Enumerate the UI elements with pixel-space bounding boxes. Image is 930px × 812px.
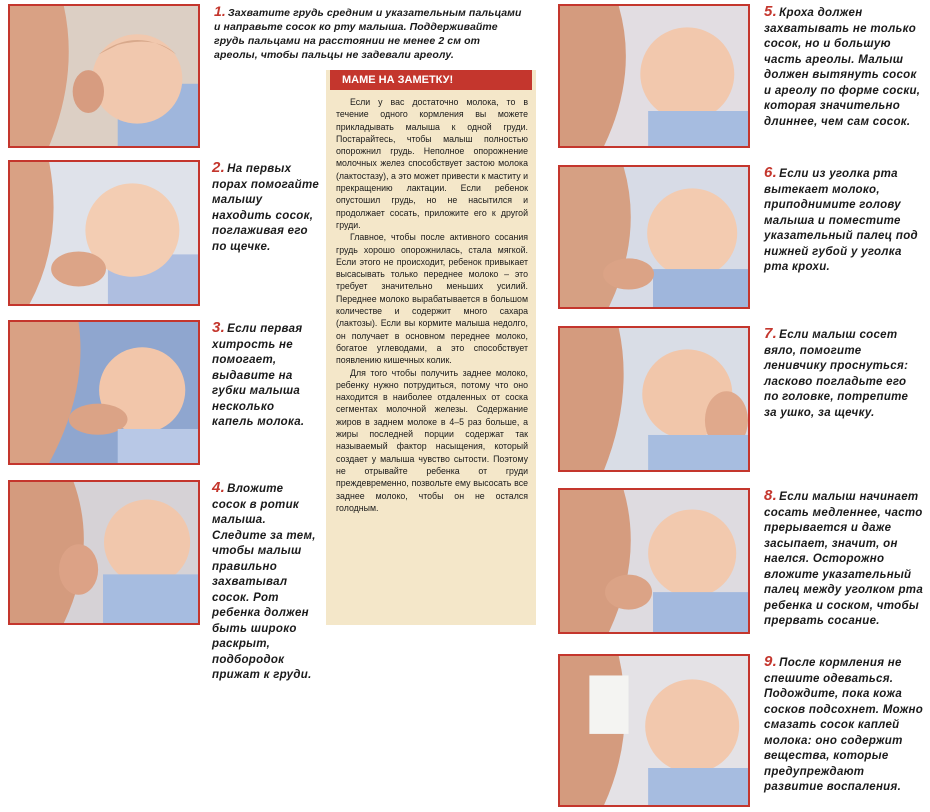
note-paragraph: Если у вас достаточно молока, то в течение одного кормления вы можете прикладывать малыша к одной груди. Постарайтесь, чтобы малыш полностью опорожнил грудь. Неполное опорожнение молочных желез способствует застою молока (лактостазу), а это может привести к маститу и прекращению лактации. Если ребенок опустошил грудь, но не насытился и продолжает сосать, приложите его к другой груди.	[336, 97, 528, 230]
step-number: 1.	[214, 3, 226, 19]
photo-step-9	[558, 654, 750, 807]
step-7-text	[764, 326, 924, 421]
step-5-text	[764, 4, 924, 130]
step-number: 2.	[212, 159, 226, 176]
step-9-text	[764, 654, 926, 796]
photo-step-7	[558, 326, 750, 472]
photo-step-6	[558, 165, 750, 309]
step-number: 8.	[764, 487, 778, 504]
photo-step-4	[8, 480, 200, 625]
photo-step-8	[558, 488, 750, 634]
step-description: Если из уголка рта вытекает молоко, приподнимите голову малыша и поместите указательный палец под нижней губой у уголка рта крохи.	[764, 168, 918, 273]
step-description: Если первая хитрость не помогает, выдавите на губки малыша несколько капель молока.	[212, 323, 305, 428]
step-1-text	[214, 4, 524, 62]
step-6-text	[764, 165, 924, 276]
note-paragraph: Главное, чтобы после активного сосания грудь хорошо опорожнилась, стала мягкой. Если этого не происходит, ребенок привыкает высасывать только переднее молоко – это требует значительно меньших усилий. Переднее молоко вырабатывается в большом количестве и содержит много сахара (лактозы). Если вы кормите малыша недолго, он получает в основном переднее молоко, богатое углеводами, а это способствует появлению кишечных колик.	[336, 232, 528, 366]
step-8-text	[764, 488, 926, 630]
note-title: МАМЕ НА ЗАМЕТКУ!	[330, 70, 532, 90]
note-body	[326, 90, 536, 514]
photo-step-2	[8, 160, 200, 306]
photo-step-5	[558, 4, 750, 148]
step-number: 6.	[764, 164, 778, 181]
photo-step-1	[8, 4, 200, 148]
step-number: 7.	[764, 325, 778, 342]
note-box	[326, 70, 536, 625]
step-number: 3.	[212, 319, 226, 336]
step-description: После кормления не спешите одеваться. Подождите, пока кожа сосков подсохнет. Можно смазать сосок каплей молока: оно содержит вещества, которые предупреждают развитие воспаления.	[764, 657, 924, 793]
photo-step-3	[8, 320, 200, 465]
step-3-text	[212, 320, 317, 431]
step-number: 4.	[212, 479, 226, 496]
step-description: Если малыш начинает сосать медленнее, часто прерывается и даже засыпает, значит, он наелся. Осторожно вложите указательный палец между уголком рта ребенка и соском, чтобы прервать сосание.	[764, 491, 924, 627]
step-2-text	[212, 160, 322, 255]
step-number: 5.	[764, 3, 778, 20]
step-number: 9.	[764, 653, 778, 670]
step-description: Если малыш сосет вяло, помогите ленивчику проснуться: ласково погладьте его по головке, потрепите за ушко, за щечку.	[764, 329, 909, 419]
step-4-text	[212, 480, 320, 684]
step-description: На первых порах помогайте малышу находить сосок, поглаживая его по щечке.	[212, 163, 320, 253]
step-description: Вложите сосок в ротик малыша. Следите за тем, чтобы малыш правильно захватывал сосок. Рот ребенка должен быть широко раскрыт, подбородок прижат к груди.	[212, 483, 316, 681]
note-paragraph: Для того чтобы получить заднее молоко, ребенку нужно потрудиться, потому что оно находится в наиболее отдаленных от соска сегментах молочной железы. Содержание жиров в заднем молоке в 4–5 раз больше, а жиры последней порции содержат так называемый фактор насыщения, который создает у малыша чувство сытости. Поэтому не отрывайте ребенка от груди преждевременно, позвольте ему высосать все заднее молоко, чтобы он не остался голодным.	[336, 367, 528, 513]
step-description: Кроха должен захватывать не только сосок, но и большую часть ареолы. Малыш должен вытянуть сосок и ареолу по форме соски, которая значительно длиннее, чем сам сосок.	[764, 7, 921, 128]
step-description: Захватите грудь средним и указательным пальцами и направьте сосок ко рту малыша. Поддерживайте грудь пальцами на расстоянии не менее 2 см от ареолы, чтобы пальцы не задевали ареолу.	[214, 7, 522, 61]
